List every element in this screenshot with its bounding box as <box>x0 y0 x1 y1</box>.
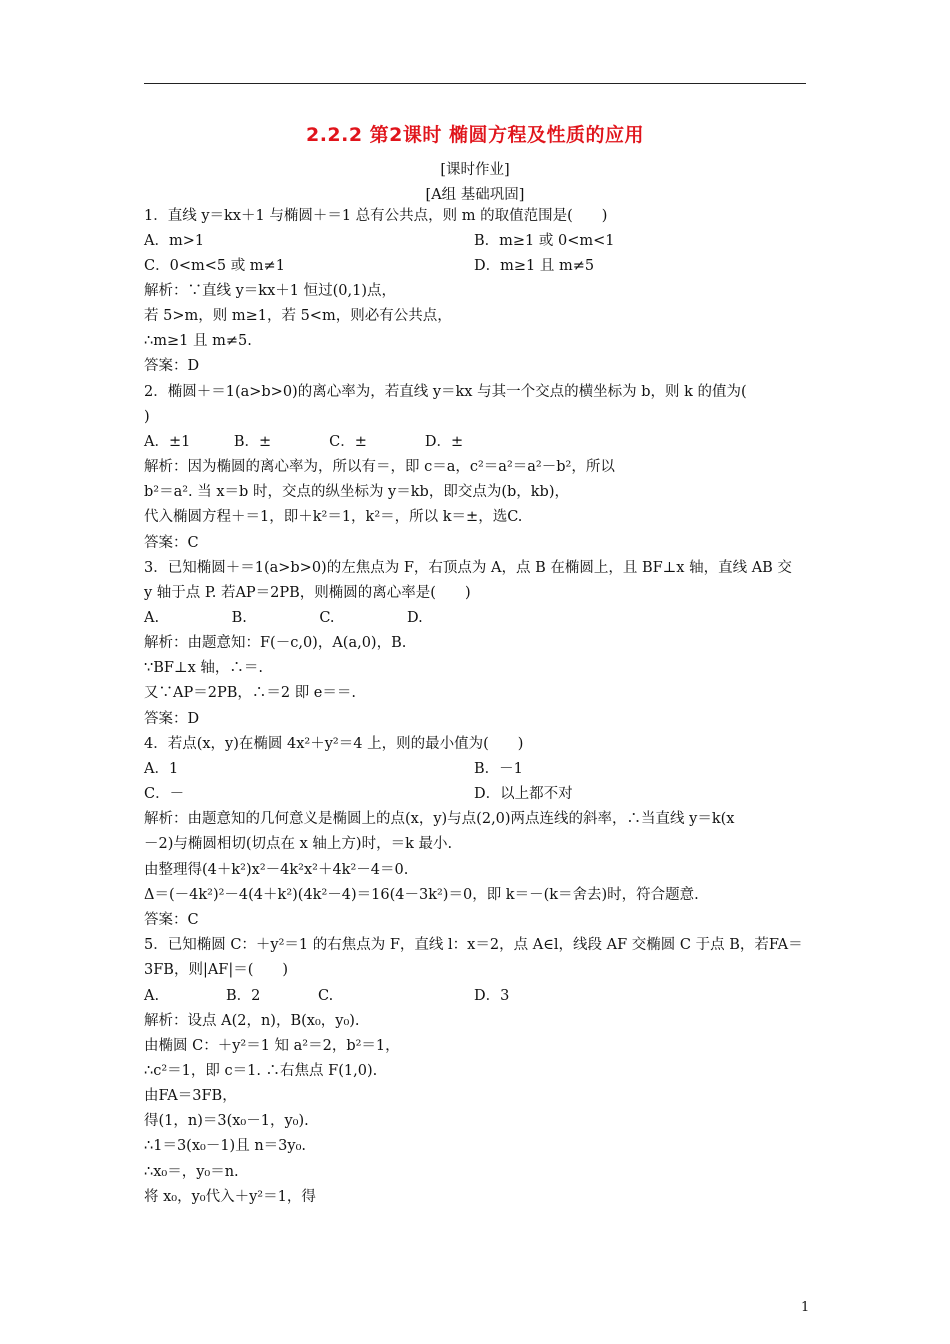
q5-option-a: A. <box>144 988 160 1004</box>
q1-solution-line: 若 5>m，则 m≥1，若 5<m，则必有公共点， <box>144 308 452 324</box>
q3-solution-line: 又∵AP＝2PB，∴＝2 即 e＝＝. <box>144 685 356 701</box>
q4-option-a: A．1 <box>144 761 179 777</box>
q5-solution-line: ∴x₀＝，y₀＝n. <box>144 1164 239 1180</box>
q3-options: A. B. C. D. <box>144 610 423 626</box>
q5-solution-line: 得(1，n)＝3(x₀－1，y₀). <box>144 1113 309 1129</box>
q4-option-b: B．－1 <box>474 761 523 777</box>
q5-solution-line: 将 x₀，y₀代入＋y²＝1，得 <box>144 1189 316 1205</box>
q2-solution-line: 解析：因为椭圆的离心率为，所以有＝，即 c＝a，c²＝a²＝a²－b²，所以 <box>144 459 615 475</box>
q5-solution-line: ∴1＝3(x₀－1)且 n＝3y₀. <box>144 1138 306 1154</box>
q5-option-b: B．2 <box>226 988 261 1004</box>
question-4-stem: 4．若点(x，y)在椭圆 4x²＋y²＝4 上，则的最小值为( ) <box>144 736 524 752</box>
q1-option-d: D．m≥1 且 m≠5 <box>474 258 595 274</box>
q4-solution-line: －2)与椭圆相切(切点在 x 轴上方)时，＝k 最小. <box>144 836 453 852</box>
header-rule <box>144 83 806 84</box>
q4-solution-line: 由整理得(4＋k²)x²－4k²x²＋4k²－4＝0. <box>144 862 409 878</box>
q2-solution-line: b²＝a². 当 x＝b 时，交点的纵坐标为 y＝kb，即交点为(b，kb)， <box>144 484 569 500</box>
q1-solution-line: 解析：∵直线 y＝kx＋1 恒过(0,1)点， <box>144 283 396 299</box>
question-3-stem: 3．已知椭圆＋＝1(a>b>0)的左焦点为 F，右顶点为 A，点 B 在椭圆上，且 BF⊥x 轴，直线 AB 交 <box>144 560 792 576</box>
section-label: [课时作业] <box>440 162 510 178</box>
question-5-stem: 5．已知椭圆 C：＋y²＝1 的右焦点为 F，直线 l：x＝2，点 A∈l，线段 AF 交椭圆 C 于点 B，若FA＝ <box>144 937 803 953</box>
question-5-stem-cont: 3FB，则|AF|＝( ) <box>144 962 289 978</box>
q4-solution-line: Δ＝(－4k²)²－4(4＋k²)(4k²－4)＝16(4－3k²)＝0，即 k＝－(k＝舍去)时，符合题意. <box>144 887 699 903</box>
q5-solution-line: 由FA＝3FB， <box>144 1088 237 1104</box>
group-label: [A组 基础巩固] <box>425 187 525 203</box>
question-1-stem: 1．直线 y＝kx＋1 与椭圆＋＝1 总有公共点，则 m 的取值范围是( ) <box>144 208 608 224</box>
q3-answer: 答案：D <box>144 711 200 727</box>
q1-solution-line: ∴m≥1 且 m≠5. <box>144 333 252 349</box>
q2-options: A．±1 B．± C．± D．± <box>144 434 464 450</box>
q3-solution-line: ∵BF⊥x 轴，∴＝. <box>144 660 263 676</box>
q4-option-d: D．以上都不对 <box>474 786 573 802</box>
q4-solution-line: 解析：由题意知的几何意义是椭圆上的点(x，y)与点(2,0)两点连线的斜率，∴当直线 y＝k(x <box>144 811 735 827</box>
page-number: 1 <box>801 1300 810 1315</box>
q4-option-c: C．－ <box>144 786 185 802</box>
q5-solution-line: 由椭圆 C：＋y²＝1 知 a²＝2，b²＝1， <box>144 1038 400 1054</box>
q1-answer: 答案：D <box>144 358 200 374</box>
q1-option-a: A．m>1 <box>144 233 205 249</box>
q4-answer: 答案：C <box>144 912 199 928</box>
question-2-stem: 2．椭圆＋＝1(a>b>0)的离心率为，若直线 y＝kx 与其一个交点的横坐标为 b，则 k 的值为( <box>144 384 747 400</box>
question-3-stem-cont: y 轴于点 P. 若AP＝2PB，则椭圆的离心率是( ) <box>144 585 471 601</box>
q1-option-c: C．0<m<5 或 m≠1 <box>144 258 285 274</box>
question-2-stem-cont: ) <box>144 409 150 425</box>
q5-option-c: C. <box>318 988 334 1004</box>
q2-answer: 答案：C <box>144 535 199 551</box>
q1-option-b: B．m≥1 或 0<m<1 <box>474 233 615 249</box>
q5-option-d: D．3 <box>474 988 510 1004</box>
page-title: 2.2.2 第2课时 椭圆方程及性质的应用 <box>305 124 645 146</box>
q5-solution-line: 解析：设点 A(2，n)，B(x₀，y₀). <box>144 1013 360 1029</box>
q5-solution-line: ∴c²＝1，即 c＝1. ∴右焦点 F(1,0). <box>144 1063 378 1079</box>
q2-solution-line: 代入椭圆方程＋＝1，即＋k²＝1，k²＝，所以 k＝±，选C. <box>144 509 523 525</box>
q3-solution-line: 解析：由题意知：F(－c,0)，A(a,0)，B. <box>144 635 407 651</box>
